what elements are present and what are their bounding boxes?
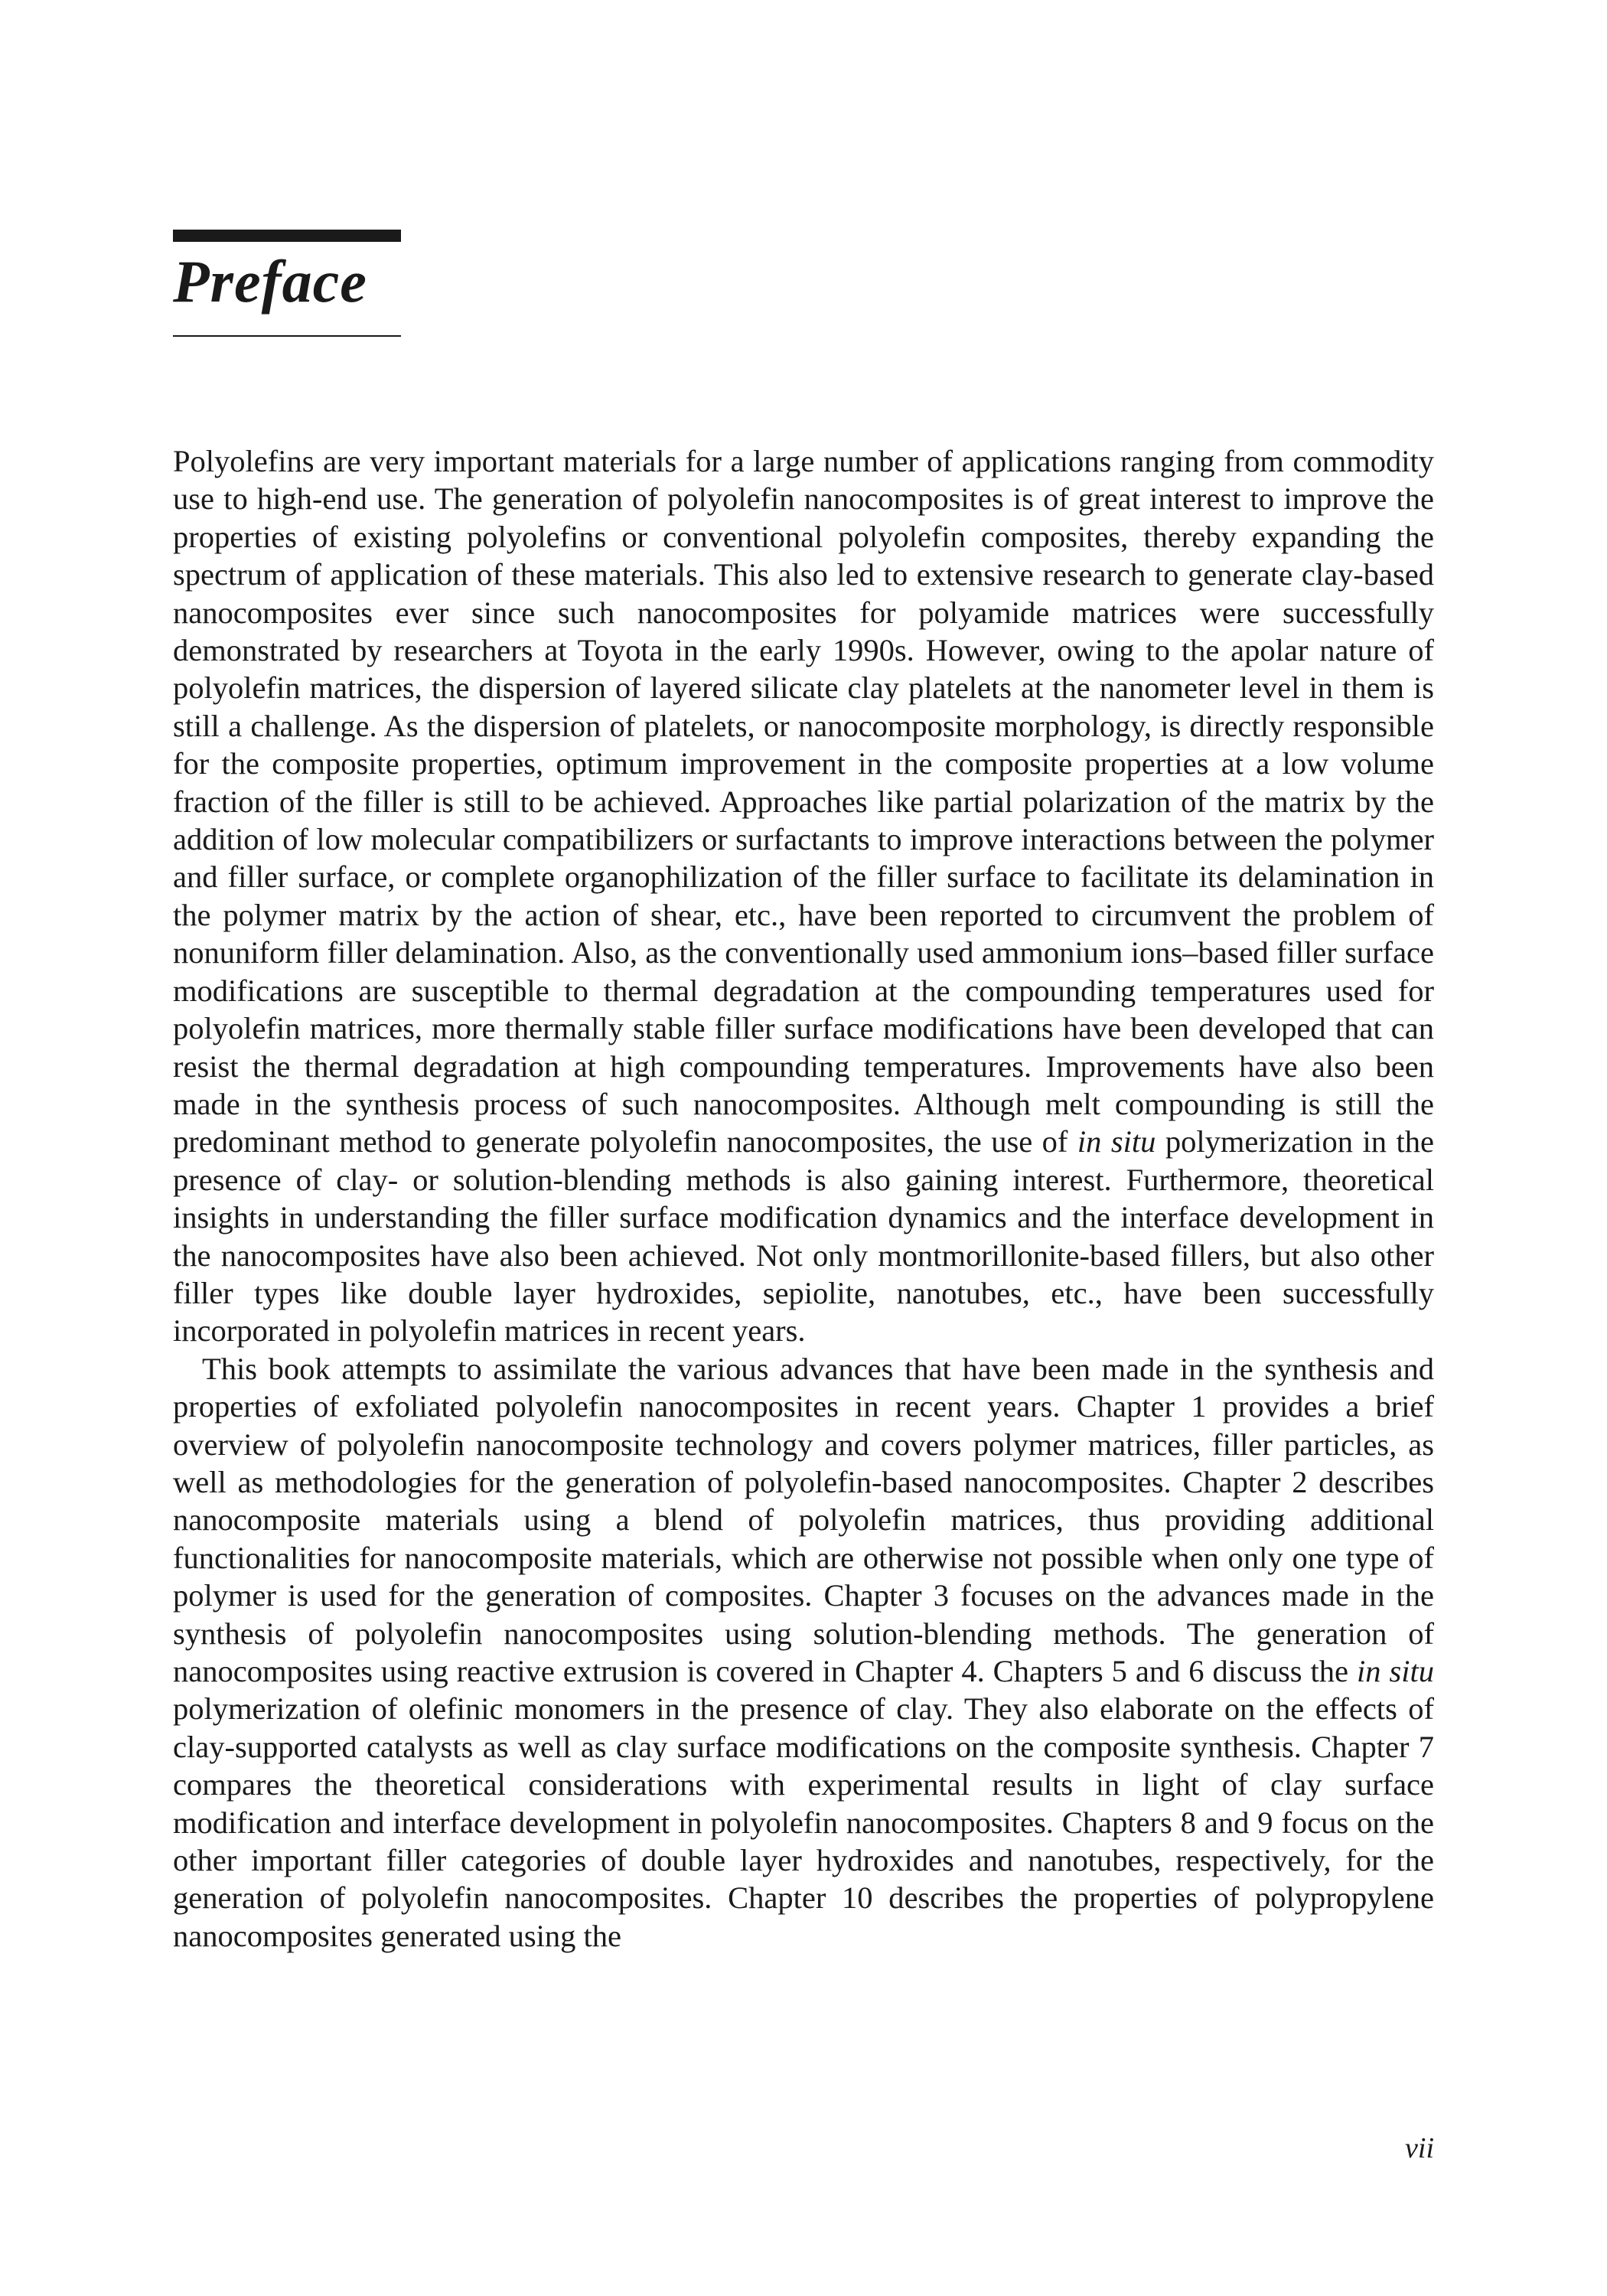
paragraph-1-segment: Polyolefins are very important materials for a large number of applications ranging from commodity use to high-end use. The generation of polyolefin nanocomposites is of great interest to improve the properties of existing polyolefins or conventional polyolefin composites, thereby expanding the spectrum of application of these materials. This also led to extensive research to generate clay-based nanocomposites ever since such nanocomposites for polyamide matrices were successfully demonstrated by researchers at Toyota in the early 1990s. However, owing to the apolar nature of polyolefin matrices, the dispersion of layered silicate clay platelets at the nanometer level in them is still a challenge. As the dispersion of platelets, or nanocomposite morphology, is directly responsible for the composite properties, optimum improvement in the composite properties at a low volume fraction of the filler is still to be achieved. Approaches like partial polarization of the matrix by the addition of low molecular compatibilizers or surfactants to improve interactions between the polymer and filler surface, or complete organophilization of the filler surface to facilitate its delamination in the polymer matrix by the action of shear, etc., have been reported to circumvent the problem of nonuniform filler delamination. Also, as the conventionally used ammonium ions–based filler surface modifications are susceptible to thermal degradation at the compounding temperatures used for polyolefin matrices, more thermally stable filler surface modifications have been developed that can resist the thermal degradation at high compounding temperatures. Improvements have also been made in the synthesis process of such nanocomposites. Although melt compounding is still the predominant method to generate polyolefin nanocomposites, the use of <box>173 444 1434 1159</box>
heading-rule-top <box>173 230 401 242</box>
body-text <box>173 442 1434 1955</box>
paragraph-2-segment: polymerization of olefinic monomers in the presence of clay. They also elaborate on the effects of clay-supported catalysts as well as clay surface modifications on the composite synthesis. Chapter 7 compares the theoretical considerations with experimental results in light of clay surface modification and interface development in polyolefin nanocomposites. Chapters 8 and 9 focus on the other important filler categories of double layer hydroxides and nanotubes, respectively, for the generation of polyolefin nanocomposites. Chapter 10 describes the properties of polypropylene nanocomposites generated using the <box>173 1691 1434 1953</box>
paragraph-1-italic-term: in situ <box>1077 1124 1156 1159</box>
heading-rule-bottom <box>173 335 401 337</box>
page-number: vii <box>1405 2132 1434 2164</box>
paragraph-2-italic-term: in situ <box>1357 1654 1434 1688</box>
paragraph-2 <box>173 1350 1434 1955</box>
paragraph-1-segment: polymerization in the presence of clay- or solution-blending methods is also gaining interest. Furthermore, theoretical insights in understanding the filler surface modification dynamics and the interface development in the nanocomposites have also been achieved. Not only montmorillonite-based fillers, but also other filler types like double layer hydroxides, sepiolite, nanotubes, etc., have been successfully incorporated in polyolefin matrices in recent years. <box>173 1124 1434 1349</box>
page-title: Preface <box>173 248 367 315</box>
paragraph-2-segment: This book attempts to assimilate the various advances that have been made in the synthesis and properties of exfoliated polyolefin nanocomposites in recent years. Chapter 1 provides a brief overview of polyolefin nanocomposite technology and covers polymer matrices, filler particles, as well as methodologies for the generation of polyolefin-based nanocomposites. Chapter 2 describes nanocomposite materials using a blend of polyolefin matrices, thus providing additional functionalities for nanocomposite materials, which are otherwise not possible when only one type of polymer is used for the generation of composites. Chapter 3 focuses on the advances made in the synthesis of polyolefin nanocomposites using solution-blending methods. The generation of nanocomposites using reactive extrusion is covered in Chapter 4. Chapters 5 and 6 discuss the <box>173 1351 1434 1688</box>
paragraph-1 <box>173 442 1434 1350</box>
